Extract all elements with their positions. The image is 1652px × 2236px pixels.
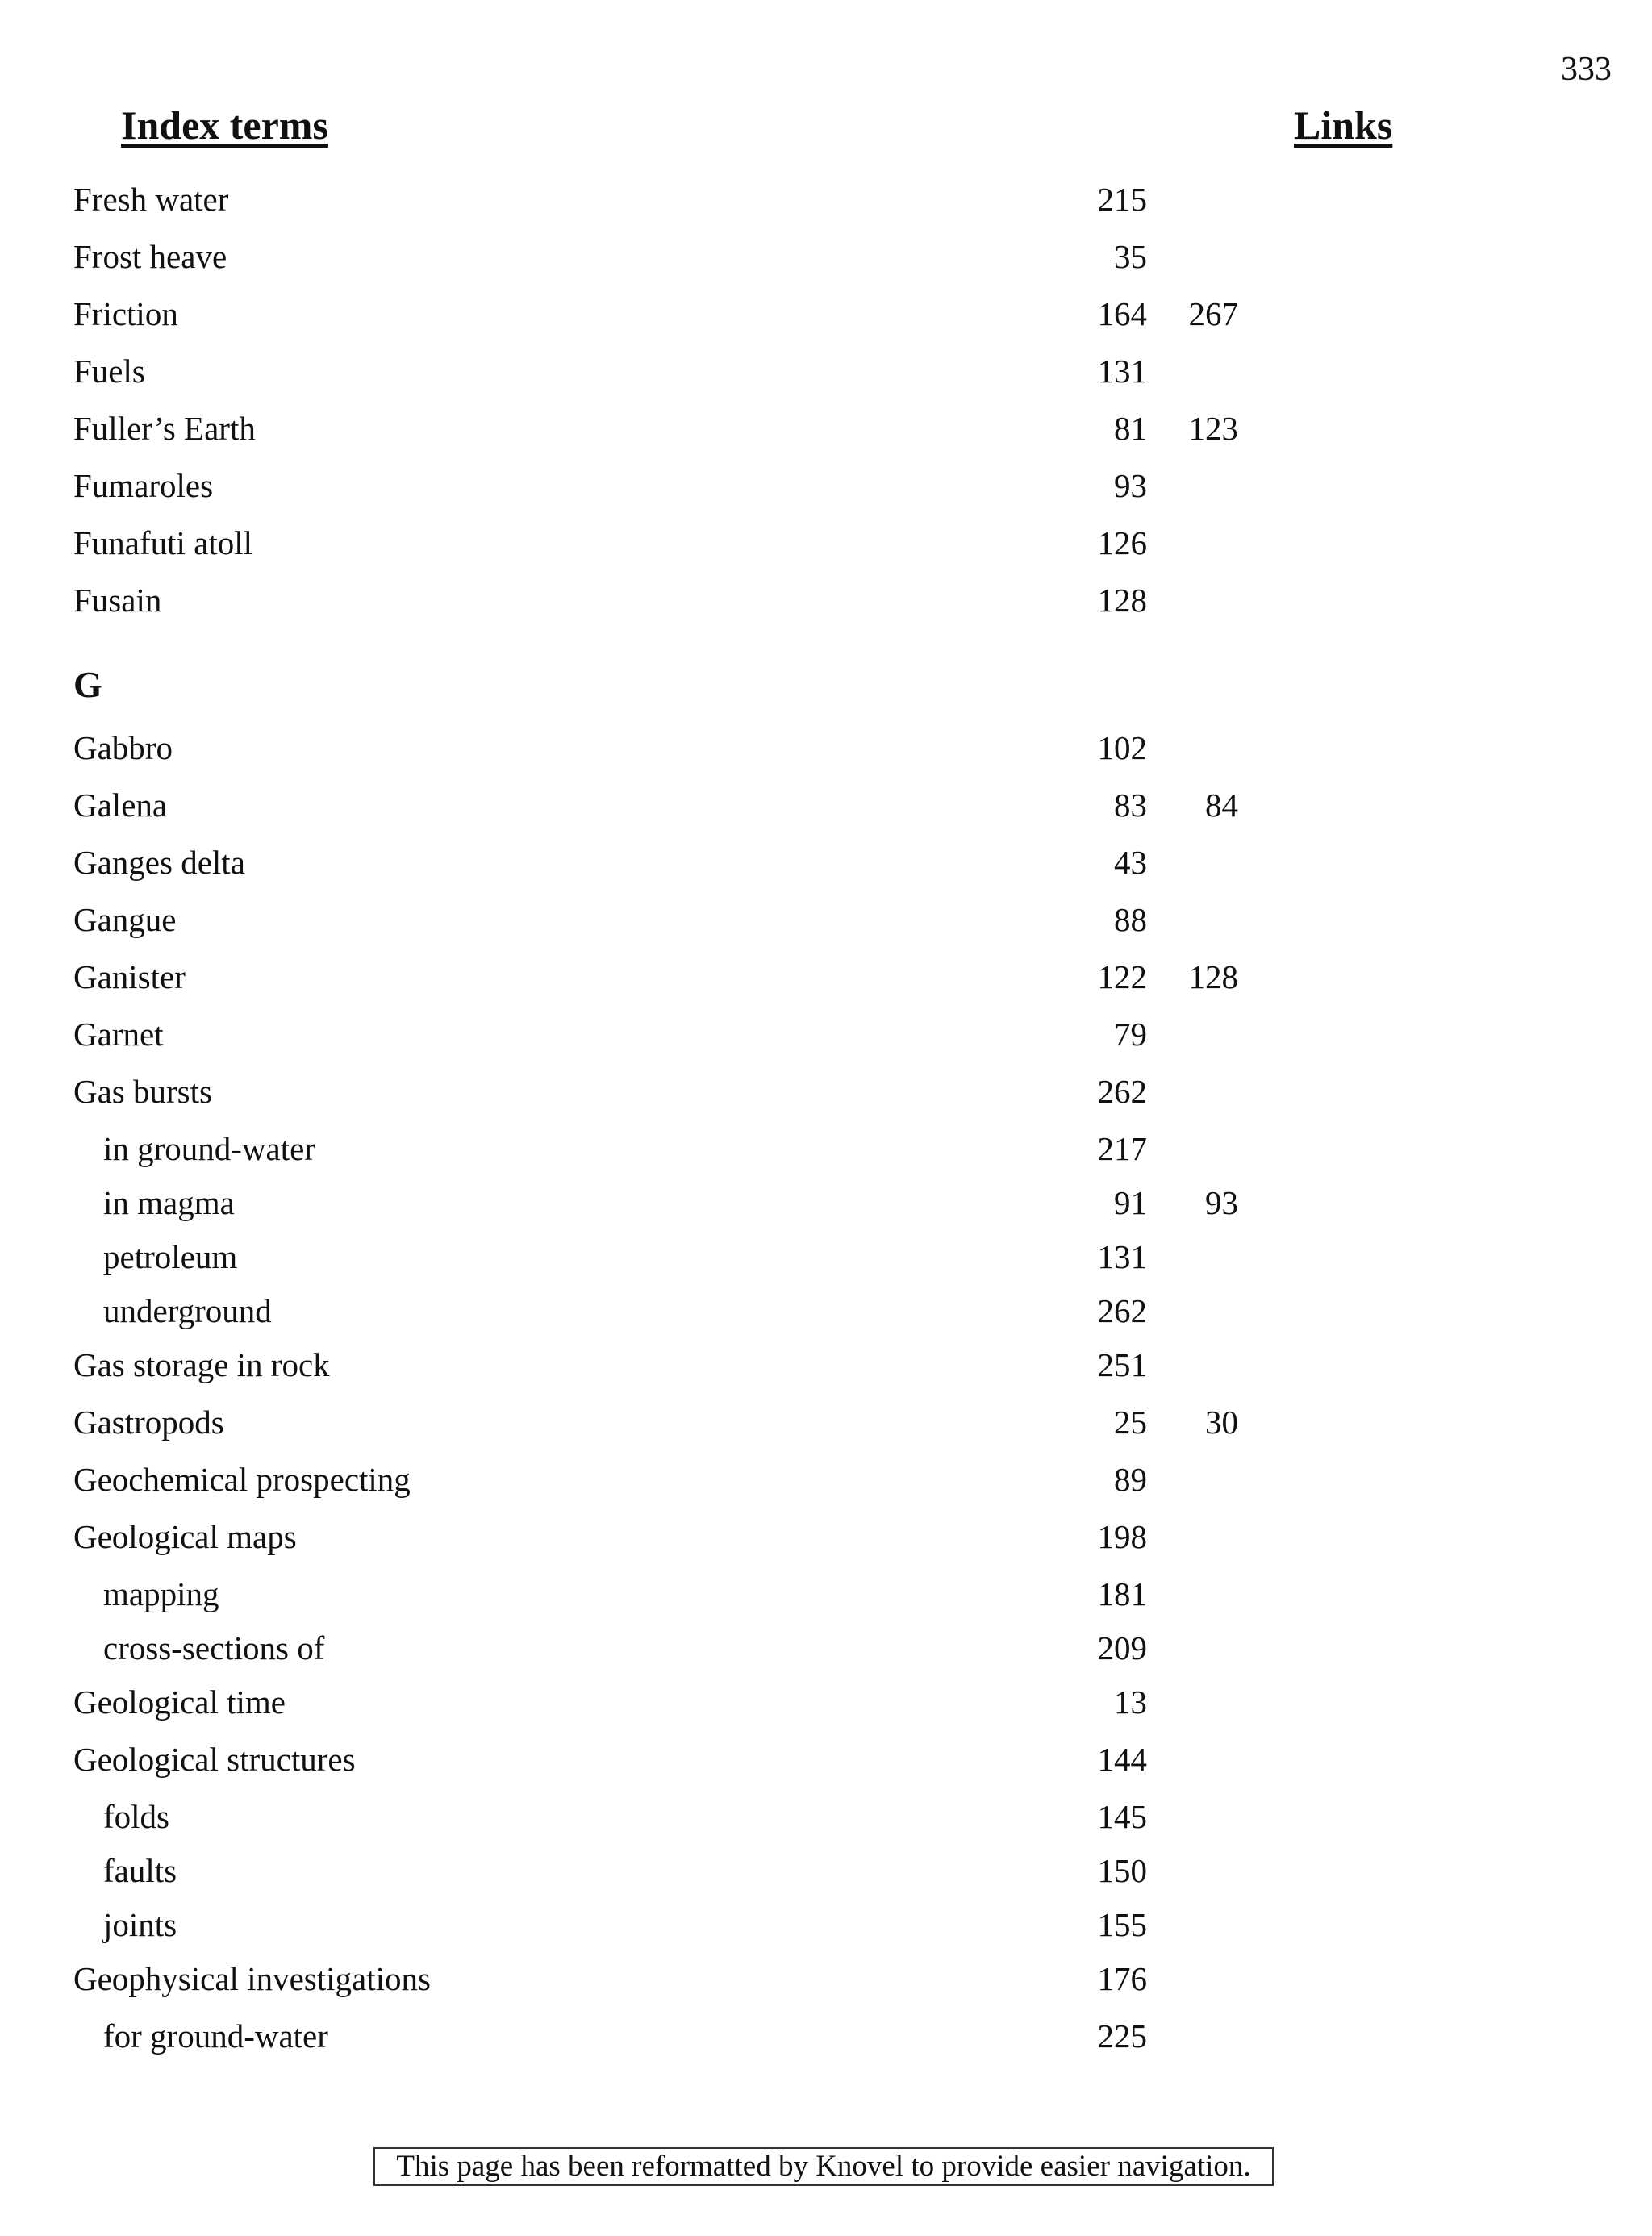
index-term: Ganister xyxy=(73,958,186,995)
page-link[interactable]: 122 xyxy=(1097,958,1147,995)
page-link[interactable]: 164 xyxy=(1097,295,1147,332)
links-header: Links xyxy=(1294,102,1393,148)
index-term: Fuller’s Earth xyxy=(73,410,256,447)
index-subentry xyxy=(0,1793,1652,1847)
index-entry xyxy=(0,896,1652,953)
page-link[interactable]: 102 xyxy=(1097,729,1147,766)
index-term: in magma xyxy=(103,1184,235,1221)
index-subentry xyxy=(0,2013,1652,2067)
section-letter: G xyxy=(73,664,102,705)
page-link[interactable]: 25 xyxy=(1114,1404,1147,1441)
page-link[interactable]: 131 xyxy=(1097,353,1147,390)
index-entry xyxy=(0,1456,1652,1513)
index-entry xyxy=(0,1068,1652,1125)
index-term: Frost heave xyxy=(73,238,227,275)
page-link[interactable]: 144 xyxy=(1097,1741,1147,1778)
index-term: Geological time xyxy=(73,1683,286,1721)
index-term: Gangue xyxy=(73,901,177,938)
index-entry xyxy=(0,462,1652,519)
page-link[interactable]: 84 xyxy=(1205,786,1238,824)
index-term: folds xyxy=(103,1798,169,1835)
page-link[interactable]: 251 xyxy=(1097,1346,1147,1383)
page-link[interactable]: 262 xyxy=(1097,1292,1147,1329)
index-entry xyxy=(0,953,1652,1011)
index-subentry xyxy=(0,1287,1652,1341)
page-link[interactable]: 83 xyxy=(1114,786,1147,824)
page-link[interactable]: 225 xyxy=(1097,2017,1147,2055)
index-term: Fumaroles xyxy=(73,467,214,504)
page-link[interactable]: 217 xyxy=(1097,1130,1147,1167)
index-term: Gas storage in rock xyxy=(73,1346,330,1383)
index-entry xyxy=(0,724,1652,782)
page-number: 333 xyxy=(1561,51,1612,88)
page-link[interactable]: 267 xyxy=(1188,295,1238,332)
index-term: underground xyxy=(103,1292,272,1329)
page-link[interactable]: 43 xyxy=(1114,844,1147,881)
index-term: joints xyxy=(103,1906,177,1943)
index-term: Gabbro xyxy=(73,729,173,766)
index-term: Fuels xyxy=(73,353,145,390)
index-term: Geochemical prospecting xyxy=(73,1461,411,1498)
page-link[interactable]: 262 xyxy=(1097,1073,1147,1110)
index-subentry xyxy=(0,1233,1652,1287)
index-entry xyxy=(0,405,1652,462)
index-term: faults xyxy=(103,1852,177,1889)
index-subentry xyxy=(0,1847,1652,1901)
index-entry xyxy=(0,519,1652,577)
index-term: Gastropods xyxy=(73,1404,224,1441)
page-link[interactable]: 81 xyxy=(1114,410,1147,447)
index-entry xyxy=(0,782,1652,839)
index-term: Funafuti atoll xyxy=(73,524,253,561)
page-link[interactable]: 181 xyxy=(1097,1575,1147,1612)
index-term: Ganges delta xyxy=(73,844,245,881)
page-link[interactable]: 91 xyxy=(1114,1184,1147,1221)
page-link[interactable]: 88 xyxy=(1114,901,1147,938)
index-entry xyxy=(0,348,1652,405)
index-entry xyxy=(0,1011,1652,1068)
index-term: Geological maps xyxy=(73,1518,297,1555)
page-link[interactable]: 150 xyxy=(1097,1852,1147,1889)
knovel-reformat-note: This page has been reformatted by Knovel to provide easier navigation. xyxy=(373,2147,1274,2186)
page-link[interactable]: 93 xyxy=(1114,467,1147,504)
page-link[interactable]: 209 xyxy=(1097,1629,1147,1667)
index-entry xyxy=(0,1679,1652,1736)
page-link[interactable]: 79 xyxy=(1114,1016,1147,1053)
page-link[interactable]: 30 xyxy=(1205,1404,1238,1441)
index-entry xyxy=(0,839,1652,896)
index-entry xyxy=(0,1341,1652,1399)
section-letter-heading xyxy=(0,634,1652,724)
index-entry xyxy=(0,1513,1652,1571)
page-link[interactable]: 35 xyxy=(1114,238,1147,275)
page-link[interactable]: 128 xyxy=(1097,582,1147,619)
page-link[interactable]: 123 xyxy=(1188,410,1238,447)
index-subentry xyxy=(0,1625,1652,1679)
index-term: Garnet xyxy=(73,1016,164,1053)
index-subentry xyxy=(0,1901,1652,1955)
page-link[interactable]: 93 xyxy=(1205,1184,1238,1221)
index-entry xyxy=(0,1955,1652,2013)
index-entry xyxy=(0,577,1652,634)
index-term: Geological structures xyxy=(73,1741,356,1778)
index-term: Fresh water xyxy=(73,181,229,218)
index-entry xyxy=(0,1736,1652,1793)
index-term: Gas bursts xyxy=(73,1073,212,1110)
index-entry xyxy=(0,290,1652,348)
page-link[interactable]: 13 xyxy=(1114,1683,1147,1721)
index-term: petroleum xyxy=(103,1238,238,1275)
index-entry xyxy=(0,176,1652,233)
index-term: in ground-water xyxy=(103,1130,315,1167)
page-link[interactable]: 198 xyxy=(1097,1518,1147,1555)
page-link[interactable]: 215 xyxy=(1097,181,1147,218)
index-term: mapping xyxy=(103,1575,219,1612)
page-link[interactable]: 145 xyxy=(1097,1798,1147,1835)
page-link[interactable]: 155 xyxy=(1097,1906,1147,1943)
index-term: Fusain xyxy=(73,582,162,619)
page-link[interactable]: 126 xyxy=(1097,524,1147,561)
index-subentry xyxy=(0,1179,1652,1233)
page-link[interactable]: 128 xyxy=(1188,958,1238,995)
index-term: Galena xyxy=(73,786,168,824)
index-entry-list xyxy=(0,176,1652,2067)
index-term: for ground-water xyxy=(103,2017,328,2055)
page-link[interactable]: 176 xyxy=(1097,1960,1147,1997)
index-terms-header: Index terms xyxy=(121,102,328,148)
index-entry xyxy=(0,1399,1652,1456)
index-term: cross-sections of xyxy=(103,1629,325,1667)
index-term: Geophysical investigations xyxy=(73,1960,431,1997)
index-subentry xyxy=(0,1125,1652,1179)
index-entry xyxy=(0,233,1652,290)
page-link[interactable]: 89 xyxy=(1114,1461,1147,1498)
index-subentry xyxy=(0,1571,1652,1625)
page-link[interactable]: 131 xyxy=(1097,1238,1147,1275)
index-term: Friction xyxy=(73,295,178,332)
